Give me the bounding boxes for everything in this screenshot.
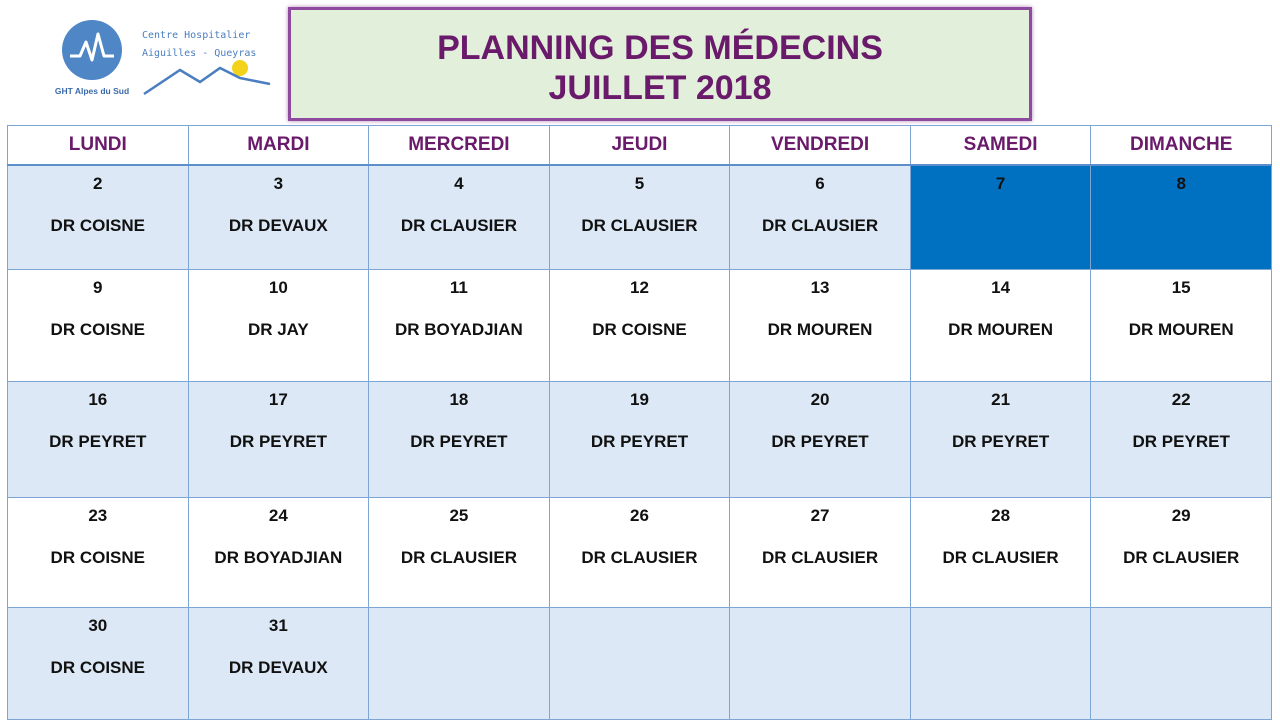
day-cell-empty (910, 607, 1091, 719)
day-cell (8, 165, 189, 269)
doctor-name: DR BOYADJIAN (214, 547, 343, 567)
day-cell (369, 165, 550, 269)
doctor-name: DR COISNE (50, 657, 146, 677)
day-cell (188, 607, 369, 719)
day-cell (730, 381, 911, 497)
day-number: 3 (273, 174, 284, 193)
day-number: 8 (1176, 174, 1186, 193)
day-number: 5 (634, 174, 645, 193)
day-number: 18 (449, 389, 469, 409)
doctor-name: DR BOYADJIAN (394, 319, 523, 339)
doctor-name: DR PEYRET (410, 431, 508, 451)
doctor-name: DR CLAUSIER (761, 547, 879, 567)
doctor-name: DR CLAUSIER (581, 216, 698, 235)
week-row (8, 497, 1272, 607)
doctor-name: DR JAY (247, 319, 309, 339)
doctor-name: DR COISNE (592, 319, 687, 339)
day-number: 29 (1171, 505, 1191, 525)
doctor-name (730, 642, 910, 658)
day-number: 22 (1171, 389, 1191, 409)
doctor-name: DR COISNE (50, 547, 146, 567)
day-number: 17 (268, 389, 288, 409)
day-number: 21 (991, 389, 1011, 409)
day-cell-highlighted (910, 165, 1091, 269)
header-saturday: SAMEDI (910, 126, 1091, 166)
doctor-name: DR PEYRET (951, 431, 1050, 451)
doctor-name: DR PEYRET (49, 431, 147, 451)
day-cell-empty (1091, 607, 1272, 719)
day-number: 28 (991, 505, 1011, 525)
day-cell (549, 165, 730, 269)
page-subtitle: JUILLET 2018 (548, 69, 772, 107)
header-tuesday: MARDI (188, 126, 369, 166)
day-cell (910, 497, 1091, 607)
day-number (911, 608, 1091, 642)
day-cell (188, 269, 369, 381)
day-cell (730, 497, 911, 607)
doctor-name: DR DEVAUX (228, 657, 328, 677)
day-number: 15 (1171, 277, 1191, 297)
day-cell (8, 269, 189, 381)
header-sunday: DIMANCHE (1091, 126, 1272, 166)
doctor-name: DR CLAUSIER (581, 547, 698, 567)
day-number: 10 (268, 277, 288, 297)
day-number: 4 (454, 174, 464, 193)
day-cell (549, 381, 730, 497)
ght-logo (56, 20, 128, 102)
doctor-name (911, 200, 1091, 216)
day-cell (910, 269, 1091, 381)
doctor-name (1091, 642, 1271, 658)
day-number: 20 (810, 389, 830, 409)
day-cell (910, 381, 1091, 497)
doctor-name: DR MOUREN (1128, 319, 1234, 339)
day-number: 11 (449, 277, 468, 297)
day-number: 12 (630, 277, 649, 297)
day-number: 14 (991, 277, 1011, 297)
day-cell-empty (730, 607, 911, 719)
day-number: 19 (630, 389, 649, 409)
day-number: 24 (268, 505, 288, 525)
day-cell (730, 165, 911, 269)
doctor-name (550, 642, 730, 658)
day-number: 23 (88, 505, 108, 525)
day-cell (1091, 269, 1272, 381)
week-row (8, 165, 1272, 269)
doctor-name: DR PEYRET (771, 431, 869, 451)
weekday-header-row (8, 126, 1272, 166)
title-banner (288, 7, 1032, 121)
mountain-heartbeat-icon (62, 20, 122, 80)
page-title: PLANNING DES MÉDECINS (437, 29, 883, 67)
day-cell (8, 607, 189, 719)
doctor-name: DR PEYRET (590, 431, 689, 451)
day-number (1091, 608, 1271, 642)
day-cell (1091, 497, 1272, 607)
week-row (8, 269, 1272, 381)
doctor-name (369, 642, 549, 658)
day-number: 25 (449, 505, 469, 525)
day-number (550, 608, 730, 642)
day-number: 2 (93, 174, 103, 193)
hospital-logo-line2: Aiguilles - Queyras (142, 48, 257, 59)
doctor-name: DR CLAUSIER (942, 547, 1059, 567)
day-cell (188, 381, 369, 497)
day-number: 26 (630, 505, 649, 525)
day-number: 13 (810, 277, 830, 297)
week-row (8, 607, 1272, 719)
hospital-logo-line1: Centre Hospitalier (142, 30, 251, 41)
doctor-name: DR CLAUSIER (1123, 547, 1240, 567)
doctor-name: DR COISNE (50, 216, 146, 235)
doctor-name: DR DEVAUX (228, 216, 328, 235)
day-cell (8, 381, 189, 497)
doctor-name: DR MOUREN (767, 319, 873, 339)
day-cell (1091, 381, 1272, 497)
header-wednesday: MERCREDI (369, 126, 550, 166)
header-monday: LUNDI (8, 126, 189, 166)
day-cell (369, 269, 550, 381)
mountain-sun-icon (140, 50, 280, 100)
day-number: 30 (88, 615, 108, 635)
doctor-name (1091, 200, 1271, 216)
day-number (369, 608, 549, 642)
doctor-name: DR CLAUSIER (400, 216, 517, 235)
day-number: 9 (93, 277, 103, 297)
doctor-name: DR COISNE (50, 319, 146, 339)
calendar-grid (7, 125, 1272, 720)
day-cell (730, 269, 911, 381)
ght-logo-caption: GHT Alpes du Sud (54, 86, 130, 96)
header-friday: VENDREDI (730, 126, 911, 166)
day-cell-highlighted (1091, 165, 1272, 269)
header-thursday: JEUDI (549, 126, 730, 166)
day-number: 16 (88, 389, 108, 409)
day-cell (369, 381, 550, 497)
day-cell (8, 497, 189, 607)
day-cell (188, 165, 369, 269)
doctor-name: DR PEYRET (1132, 431, 1230, 451)
day-cell (549, 269, 730, 381)
day-cell-empty (369, 607, 550, 719)
day-number: 31 (268, 615, 288, 635)
day-cell (369, 497, 550, 607)
doctor-name: DR CLAUSIER (400, 547, 517, 567)
doctor-name: DR MOUREN (948, 319, 1054, 339)
day-number (730, 608, 910, 642)
doctor-name: DR PEYRET (229, 431, 327, 451)
doctor-name: DR CLAUSIER (761, 216, 879, 235)
hospital-logo (140, 28, 280, 100)
day-number: 7 (995, 174, 1006, 193)
doctor-name (911, 642, 1091, 658)
week-row (8, 381, 1272, 497)
day-cell (188, 497, 369, 607)
day-number: 27 (810, 505, 830, 525)
day-cell-empty (549, 607, 730, 719)
day-number: 6 (815, 174, 825, 193)
day-cell (549, 497, 730, 607)
